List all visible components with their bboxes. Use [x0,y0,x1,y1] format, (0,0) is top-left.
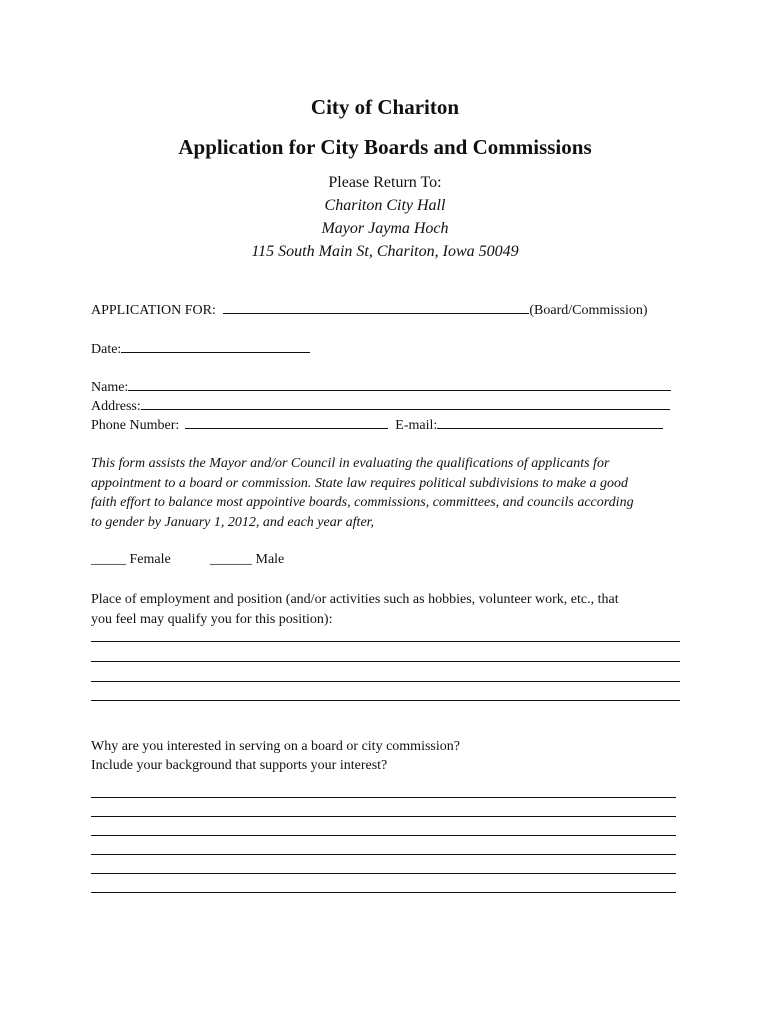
address-row [91,396,670,416]
date-label: Date: [91,342,122,357]
application-for-label: APPLICATION FOR: [91,303,216,318]
employment-answer-line [91,681,680,682]
gender-balance-notice [91,454,681,532]
application-for-row [91,300,648,320]
gender-female-option [91,550,171,569]
name-field[interactable] [128,377,671,391]
phone-label: Phone Number: [91,418,180,433]
notice-line-1: This form assists the Mayor and/or Council in evaluating the qualifications of applicants for [91,456,610,471]
employment-answer-line [91,641,680,642]
notice-line-4: to gender by January 1, 2012, and each year after, [91,514,375,530]
gender-male-option [210,550,284,569]
address-label: Address: [91,399,141,414]
notice-line-3: faith effort to balance most appointive boards, commissions, committees, and councils according [91,495,634,510]
phone-field[interactable] [185,415,388,429]
female-blank[interactable]: _____ [91,552,126,567]
employment-answer-line [91,661,680,662]
interest-answer-line [91,835,676,836]
interest-question-line-1: Why are you interested in serving on a board or city commission? [91,739,460,754]
document-title: City of Chariton [310,95,460,119]
phone-email-row [91,415,663,435]
male-blank[interactable]: ______ [210,552,252,567]
application-for-field[interactable] [223,300,529,314]
email-field[interactable] [437,415,663,429]
document-subtitle: Application for City Boards and Commissions [178,135,592,159]
name-row [91,377,671,397]
name-label: Name: [91,380,129,395]
notice-line-2: appointment to a board or commission. State law requires political subdivisions to make a good [91,475,629,491]
interest-answer-line [91,854,676,855]
date-row [91,339,310,359]
employment-question-line-2: you feel may qualify you for this position): [91,612,333,627]
interest-answer-line [91,892,676,893]
return-address-line-2: Mayor Jayma Hoch [321,220,449,237]
interest-answer-area[interactable] [91,784,677,896]
male-label: Male [255,552,285,567]
employment-answer-line [91,700,680,701]
date-field[interactable] [121,339,310,353]
address-field[interactable] [141,396,670,410]
interest-answer-line [91,873,676,874]
return-address-line-3: 115 South Main St, Chariton, Iowa 50049 [251,243,519,260]
return-label: Please Return To: [328,174,442,191]
female-label: Female [129,552,171,567]
employment-question-line-1: Place of employment and position (and/or activities such as hobbies, volunteer work, etc., that [91,592,619,607]
interest-answer-line [91,816,676,817]
interest-question-line-2: Include your background that supports your interest? [91,758,388,773]
application-for-suffix: (Board/Commission) [529,303,648,318]
email-label: E-mail: [395,418,438,433]
interest-answer-line [91,797,676,798]
return-address-line-1: Chariton City Hall [324,197,446,214]
